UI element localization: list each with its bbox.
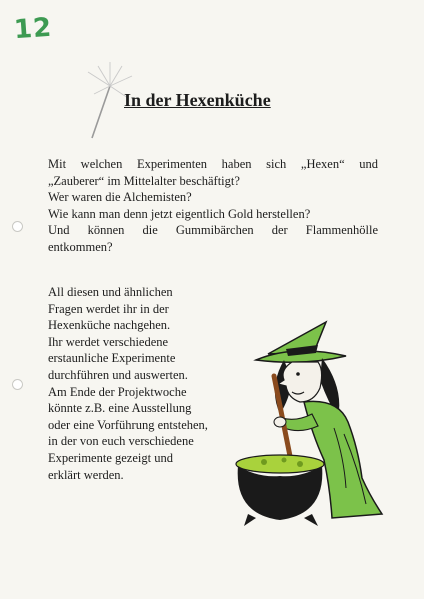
intro-line: Wer waren die Alchemisten? [48, 190, 192, 205]
potion-icon [236, 455, 324, 473]
intro-line: Und können die Gummibärchen der Flammenhölle [48, 223, 378, 238]
punch-hole [12, 379, 23, 390]
body-line: Fragen werdet ihr in der [48, 301, 169, 316]
intro-line: Wie kann man denn jetzt eigentlich Gold herstellen? [48, 206, 311, 221]
body-line: Experimente gezeigt und [48, 450, 173, 465]
body-line: in der von euch verschiedene [48, 434, 194, 449]
body-line: All diesen und ähnlichen [48, 285, 173, 299]
cauldron-icon [238, 466, 323, 520]
intro-line: entkommen? [48, 239, 113, 254]
body-line: könnte z.B. eine Ausstellung [48, 401, 192, 416]
body-line: erklärt werden. [48, 467, 124, 482]
page-title: In der Hexenküche [124, 90, 271, 110]
witch-cauldron-illustration [234, 318, 394, 528]
body-line: oder eine Vorführung entstehen, [48, 417, 208, 432]
body-line: Ihr werdet verschiedene [48, 334, 169, 349]
body-line: erstaunliche Experimente [48, 351, 176, 366]
punch-hole [12, 221, 23, 232]
body-line: durchführen und auswerten. [48, 367, 188, 382]
intro-line: Mit welchen Experimenten haben sich „Hexen“ und [48, 157, 378, 171]
body-line: Am Ende der Projektwoche [48, 384, 187, 399]
intro-paragraph [48, 156, 378, 256]
intro-line: „Zauberer“ im Mittelalter beschäftigt? [48, 173, 240, 188]
page-number: 12 [13, 12, 54, 46]
body-line: Hexenküche nachgehen. [48, 318, 171, 333]
